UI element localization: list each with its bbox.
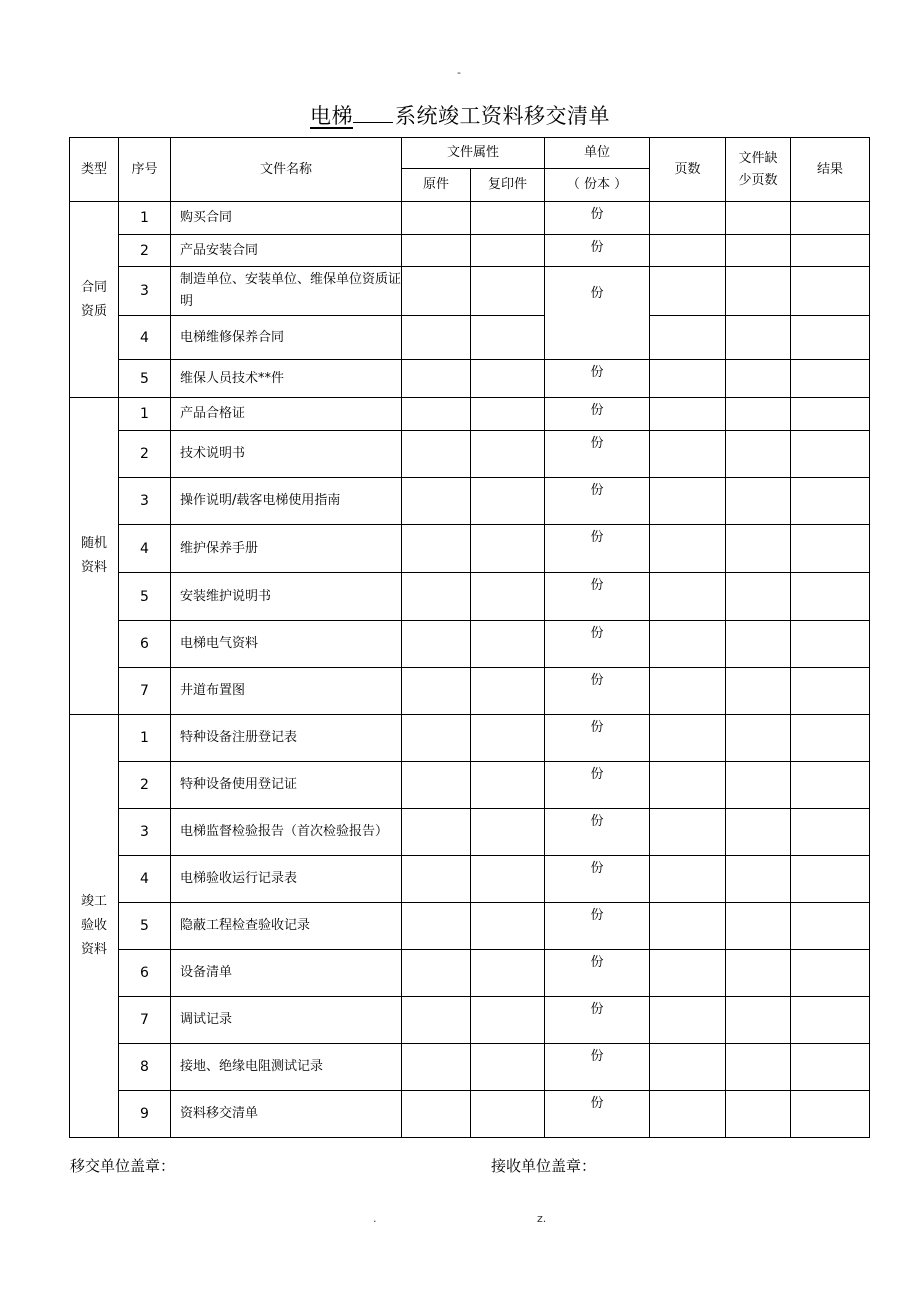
missing-pages-cell <box>726 715 791 762</box>
result-cell <box>791 668 870 715</box>
copy-cell <box>471 997 545 1044</box>
seq-cell: 5 <box>119 360 171 398</box>
result-cell <box>791 235 870 267</box>
category-cell <box>70 715 119 1138</box>
original-cell <box>402 573 471 621</box>
original-cell <box>402 316 471 360</box>
doc-name-cell: 调试记录 <box>171 997 402 1044</box>
pages-cell <box>650 621 726 668</box>
pages-cell <box>650 1091 726 1138</box>
seq-cell: 3 <box>119 478 171 525</box>
result-cell <box>791 202 870 235</box>
original-cell <box>402 360 471 398</box>
missing-pages-cell <box>726 478 791 525</box>
pages-cell <box>650 267 726 316</box>
pages-cell <box>650 478 726 525</box>
unit-cell: 份 <box>545 360 650 398</box>
unit-cell: 份 <box>545 478 650 525</box>
seq-cell: 8 <box>119 1044 171 1091</box>
copy-cell <box>471 1044 545 1091</box>
table-row <box>70 235 870 267</box>
copy-cell <box>471 316 545 360</box>
seq-cell: 1 <box>119 715 171 762</box>
original-cell <box>402 1091 471 1138</box>
seq-cell: 2 <box>119 762 171 809</box>
pages-cell <box>650 431 726 478</box>
header-original: 原件 <box>402 169 471 202</box>
unit-cell: 份 <box>545 856 650 903</box>
header-name: 文件名称 <box>171 138 402 202</box>
bottom-mark-right: z. <box>537 1212 547 1225</box>
top-mark: - <box>457 66 461 79</box>
copy-cell <box>471 525 545 573</box>
doc-name-cell: 维保人员技术**件 <box>171 360 402 398</box>
doc-name-cell: 安装维护说明书 <box>171 573 402 621</box>
copy-cell <box>471 235 545 267</box>
pages-cell <box>650 235 726 267</box>
pages-cell <box>650 668 726 715</box>
table-row <box>70 809 870 856</box>
original-cell <box>402 809 471 856</box>
result-cell <box>791 573 870 621</box>
title-suffix: 系统竣工资料移交清单 <box>395 104 610 128</box>
header-seq: 序号 <box>119 138 171 202</box>
unit-cell: 份 <box>545 715 650 762</box>
copy-cell <box>471 715 545 762</box>
pages-cell <box>650 398 726 431</box>
result-cell <box>791 715 870 762</box>
doc-name-cell: 电梯电气资料 <box>171 621 402 668</box>
doc-name-cell: 设备清单 <box>171 950 402 997</box>
pages-cell <box>650 1044 726 1091</box>
result-cell <box>791 903 870 950</box>
seq-cell: 5 <box>119 573 171 621</box>
result-cell <box>791 1091 870 1138</box>
pages-cell <box>650 762 726 809</box>
pages-cell <box>650 997 726 1044</box>
seq-cell: 7 <box>119 668 171 715</box>
missing-pages-cell <box>726 1044 791 1091</box>
result-cell <box>791 762 870 809</box>
original-cell <box>402 398 471 431</box>
pages-cell <box>650 715 726 762</box>
unit-cell: 份 <box>545 573 650 621</box>
seq-cell: 4 <box>119 316 171 360</box>
doc-name-cell: 技术说明书 <box>171 431 402 478</box>
original-cell <box>402 478 471 525</box>
unit-cell: 份 <box>545 1044 650 1091</box>
pages-cell <box>650 856 726 903</box>
header-missing-line1: 文件缺 <box>738 150 778 166</box>
original-cell <box>402 235 471 267</box>
seq-cell: 1 <box>119 398 171 431</box>
table-row <box>70 903 870 950</box>
receiver-seal-label: 接收单位盖章： <box>491 1157 597 1175</box>
copy-cell <box>471 621 545 668</box>
copy-cell <box>471 398 545 431</box>
doc-name-cell: 电梯维修保养合同 <box>171 316 402 360</box>
original-cell <box>402 668 471 715</box>
original-cell <box>402 715 471 762</box>
header-unit: 单位 <box>545 138 650 169</box>
seq-cell: 2 <box>119 431 171 478</box>
result-cell <box>791 856 870 903</box>
doc-name-cell: 资料移交清单 <box>171 1091 402 1138</box>
header-unit-sub: （ 份本 ） <box>545 169 650 202</box>
original-cell <box>402 267 471 316</box>
missing-pages-cell <box>726 235 791 267</box>
copy-cell <box>471 950 545 997</box>
table-row <box>70 478 870 525</box>
missing-pages-cell <box>726 809 791 856</box>
copy-cell <box>471 431 545 478</box>
category-cell <box>70 202 119 398</box>
missing-pages-cell <box>726 621 791 668</box>
title-prefix: 电梯 <box>310 104 353 128</box>
copy-cell <box>471 856 545 903</box>
table-row <box>70 762 870 809</box>
original-cell <box>402 762 471 809</box>
doc-name-cell: 维护保养手册 <box>171 525 402 573</box>
table-row <box>70 431 870 478</box>
result-cell <box>791 950 870 997</box>
copy-cell <box>471 809 545 856</box>
missing-pages-cell <box>726 573 791 621</box>
missing-pages-cell <box>726 267 791 316</box>
seq-cell: 5 <box>119 903 171 950</box>
pages-cell <box>650 903 726 950</box>
table-row <box>70 715 870 762</box>
copy-cell <box>471 573 545 621</box>
table-row <box>70 360 870 398</box>
header-missing-line2: 少页数 <box>738 172 778 188</box>
unit-cell: 份 <box>545 398 650 431</box>
unit-cell: 份 <box>545 997 650 1044</box>
doc-name-cell: 隐蔽工程检查验收记录 <box>171 903 402 950</box>
seq-cell: 1 <box>119 202 171 235</box>
result-cell <box>791 431 870 478</box>
title-underline-blank <box>353 121 393 123</box>
seq-cell: 9 <box>119 1091 171 1138</box>
page-title <box>0 100 920 130</box>
seq-cell: 3 <box>119 809 171 856</box>
table-row <box>70 950 870 997</box>
unit-cell: 份 <box>545 267 650 360</box>
doc-name-cell: 特种设备使用登记证 <box>171 762 402 809</box>
copy-cell <box>471 478 545 525</box>
doc-name-cell: 电梯验收运行记录表 <box>171 856 402 903</box>
original-cell <box>402 621 471 668</box>
missing-pages-cell <box>726 903 791 950</box>
missing-pages-cell <box>726 856 791 903</box>
unit-cell: 份 <box>545 202 650 235</box>
header-pages: 页数 <box>650 138 726 202</box>
result-cell <box>791 1044 870 1091</box>
doc-name-cell: 产品安装合同 <box>171 235 402 267</box>
result-cell <box>791 997 870 1044</box>
table-row <box>70 621 870 668</box>
seq-cell: 3 <box>119 267 171 316</box>
category-label: 资料 <box>80 560 107 575</box>
doc-name-cell: 接地、绝缘电阻测试记录 <box>171 1044 402 1091</box>
copy-cell <box>471 1091 545 1138</box>
table-row <box>70 316 870 360</box>
table-row <box>70 267 870 316</box>
table-body <box>70 138 870 1138</box>
copy-cell <box>471 360 545 398</box>
missing-pages-cell <box>726 525 791 573</box>
missing-pages-cell <box>726 316 791 360</box>
category-label: 验收 <box>80 918 107 933</box>
unit-cell: 份 <box>545 235 650 267</box>
header-result: 结果 <box>791 138 870 202</box>
category-label: 合同 <box>80 279 107 295</box>
handover-seal-label: 移交单位盖章： <box>70 1157 176 1175</box>
seq-cell: 2 <box>119 235 171 267</box>
pages-cell <box>650 809 726 856</box>
pages-cell <box>650 202 726 235</box>
table-row <box>70 398 870 431</box>
unit-cell: 份 <box>545 668 650 715</box>
header-attr: 文件属性 <box>402 138 545 169</box>
copy-cell <box>471 267 545 316</box>
doc-name-cell: 制造单位、安装单位、维保单位资质证明 <box>171 267 402 316</box>
result-cell <box>791 621 870 668</box>
original-cell <box>402 202 471 235</box>
copy-cell <box>471 762 545 809</box>
original-cell <box>402 997 471 1044</box>
copy-cell <box>471 903 545 950</box>
result-cell <box>791 525 870 573</box>
original-cell <box>402 903 471 950</box>
table-row <box>70 856 870 903</box>
original-cell <box>402 525 471 573</box>
result-cell <box>791 809 870 856</box>
category-label: 随机 <box>80 536 107 551</box>
missing-pages-cell <box>726 431 791 478</box>
missing-pages-cell <box>726 360 791 398</box>
missing-pages-cell <box>726 997 791 1044</box>
original-cell <box>402 431 471 478</box>
result-cell <box>791 398 870 431</box>
missing-pages-cell <box>726 762 791 809</box>
pages-cell <box>650 525 726 573</box>
missing-pages-cell <box>726 202 791 235</box>
table-row <box>70 997 870 1044</box>
result-cell <box>791 316 870 360</box>
doc-name-cell: 产品合格证 <box>171 398 402 431</box>
category-label: 竣工 <box>80 894 107 909</box>
original-cell <box>402 856 471 903</box>
doc-name-cell: 购买合同 <box>171 202 402 235</box>
original-cell <box>402 950 471 997</box>
table-row <box>70 525 870 573</box>
table-row <box>70 573 870 621</box>
unit-cell: 份 <box>545 431 650 478</box>
missing-pages-cell <box>726 668 791 715</box>
header-missing <box>726 138 791 202</box>
header-copy: 复印件 <box>471 169 545 202</box>
copy-cell <box>471 202 545 235</box>
header-type: 类型 <box>70 138 119 202</box>
result-cell <box>791 267 870 316</box>
seq-cell: 4 <box>119 856 171 903</box>
missing-pages-cell <box>726 398 791 431</box>
table-row <box>70 1091 870 1138</box>
pages-cell <box>650 950 726 997</box>
unit-cell: 份 <box>545 762 650 809</box>
handover-table <box>69 137 870 1138</box>
table-row <box>70 202 870 235</box>
result-cell <box>791 478 870 525</box>
result-cell <box>791 360 870 398</box>
seq-cell: 6 <box>119 950 171 997</box>
table-row <box>70 1044 870 1091</box>
copy-cell <box>471 668 545 715</box>
unit-cell: 份 <box>545 621 650 668</box>
unit-cell: 份 <box>545 1091 650 1138</box>
seq-cell: 7 <box>119 997 171 1044</box>
pages-cell <box>650 573 726 621</box>
doc-name-cell: 特种设备注册登记表 <box>171 715 402 762</box>
pages-cell <box>650 316 726 360</box>
category-label: 资质 <box>80 303 107 319</box>
original-cell <box>402 1044 471 1091</box>
category-label: 资料 <box>80 942 107 957</box>
unit-cell: 份 <box>545 809 650 856</box>
unit-cell: 份 <box>545 903 650 950</box>
unit-cell: 份 <box>545 950 650 997</box>
bottom-mark-left: . <box>373 1212 377 1225</box>
table-row <box>70 668 870 715</box>
unit-cell: 份 <box>545 525 650 573</box>
doc-name-cell: 操作说明/载客电梯使用指南 <box>171 478 402 525</box>
doc-name-cell: 井道布置图 <box>171 668 402 715</box>
missing-pages-cell <box>726 950 791 997</box>
seq-cell: 6 <box>119 621 171 668</box>
missing-pages-cell <box>726 1091 791 1138</box>
seq-cell: 4 <box>119 525 171 573</box>
doc-name-cell: 电梯监督检验报告（首次检验报告） <box>171 809 402 856</box>
pages-cell <box>650 360 726 398</box>
category-cell <box>70 398 119 715</box>
